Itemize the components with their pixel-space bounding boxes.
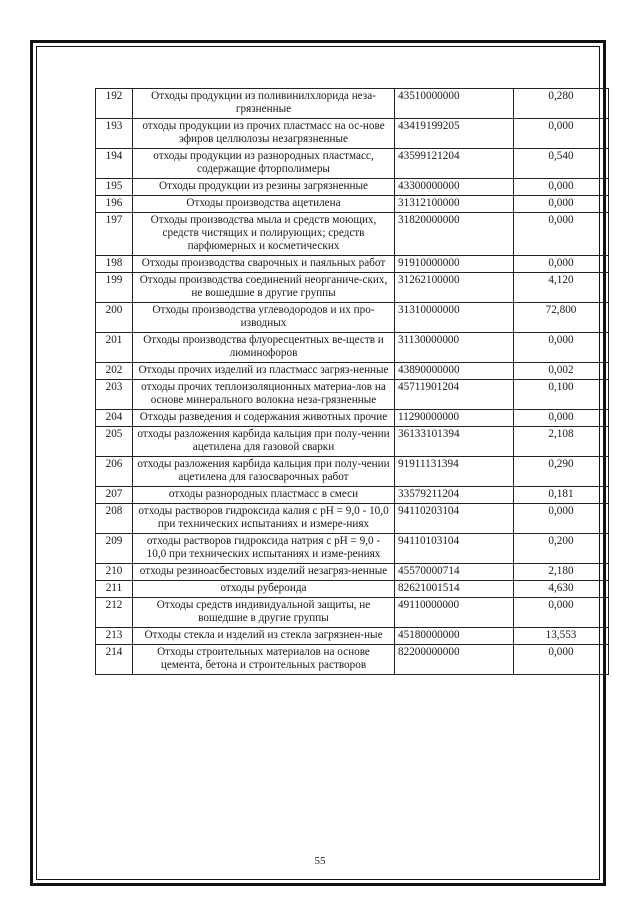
row-number-cell: 192 [96, 89, 133, 119]
table-row [96, 564, 609, 581]
waste-name-cell: Отходы строительных материалов на основе цемента, бетона и строительных растворов [133, 645, 395, 675]
waste-code-cell: 31310000000 [395, 303, 514, 333]
waste-table [95, 88, 609, 675]
waste-value-cell: 0,290 [514, 457, 609, 487]
waste-code-cell: 82621001514 [395, 581, 514, 598]
row-number-cell: 212 [96, 598, 133, 628]
table-row [96, 303, 609, 333]
row-number-cell: 204 [96, 410, 133, 427]
waste-value-cell: 0,000 [514, 119, 609, 149]
row-number-cell: 210 [96, 564, 133, 581]
waste-code-cell: 91911131394 [395, 457, 514, 487]
waste-code-cell: 43890000000 [395, 363, 514, 380]
waste-value-cell: 0,000 [514, 410, 609, 427]
table-row [96, 179, 609, 196]
waste-code-cell: 36133101394 [395, 427, 514, 457]
waste-value-cell: 0,000 [514, 179, 609, 196]
waste-value-cell: 2,108 [514, 427, 609, 457]
row-number-cell: 197 [96, 213, 133, 256]
waste-table-body [96, 89, 609, 675]
waste-code-cell: 45180000000 [395, 628, 514, 645]
row-number-cell: 213 [96, 628, 133, 645]
waste-code-cell: 43419199205 [395, 119, 514, 149]
waste-code-cell: 43300000000 [395, 179, 514, 196]
row-number-cell: 214 [96, 645, 133, 675]
waste-value-cell: 4,120 [514, 273, 609, 303]
page-number: 55 [314, 855, 326, 867]
waste-name-cell: Отходы производства ацетилена [133, 196, 395, 213]
table-row [96, 256, 609, 273]
table-row [96, 333, 609, 363]
waste-value-cell: 4,630 [514, 581, 609, 598]
row-number-cell: 194 [96, 149, 133, 179]
row-number-cell: 193 [96, 119, 133, 149]
table-row [96, 645, 609, 675]
waste-value-cell: 0,280 [514, 89, 609, 119]
waste-value-cell: 0,000 [514, 333, 609, 363]
waste-code-cell: 45711901204 [395, 380, 514, 410]
waste-code-cell: 33579211204 [395, 487, 514, 504]
table-row [96, 504, 609, 534]
waste-value-cell: 0,000 [514, 196, 609, 213]
waste-code-cell: 31262100000 [395, 273, 514, 303]
waste-name-cell: Отходы продукции из резины загрязненные [133, 179, 395, 196]
waste-name-cell: отходы резиноасбестовых изделий незагряз-ненные [133, 564, 395, 581]
row-number-cell: 209 [96, 534, 133, 564]
table-row [96, 363, 609, 380]
waste-value-cell: 0,200 [514, 534, 609, 564]
waste-value-cell: 72,800 [514, 303, 609, 333]
waste-name-cell: Отходы производства флуоресцентных ве-ществ и люминофоров [133, 333, 395, 363]
row-number-cell: 211 [96, 581, 133, 598]
table-row [96, 149, 609, 179]
waste-name-cell: отходы прочих теплоизоляционных материа-лов на основе минерального волокна неза-грязненные [133, 380, 395, 410]
table-row [96, 427, 609, 457]
table-row [96, 273, 609, 303]
row-number-cell: 196 [96, 196, 133, 213]
row-number-cell: 207 [96, 487, 133, 504]
waste-name-cell: Отходы стекла и изделий из стекла загрязнен-ные [133, 628, 395, 645]
table-row [96, 534, 609, 564]
waste-code-cell: 31312100000 [395, 196, 514, 213]
waste-name-cell: Отходы производства соединений неорганиче-ских, не вошедшие в другие группы [133, 273, 395, 303]
table-row [96, 196, 609, 213]
row-number-cell: 202 [96, 363, 133, 380]
row-number-cell: 199 [96, 273, 133, 303]
waste-name-cell: Отходы производства сварочных и паяльных работ [133, 256, 395, 273]
waste-code-cell: 43510000000 [395, 89, 514, 119]
waste-name-cell: Отходы средств индивидуальной защиты, не вошедшие в другие группы [133, 598, 395, 628]
waste-value-cell: 0,000 [514, 598, 609, 628]
waste-name-cell: Отходы продукции из поливинилхлорида неза-грязненные [133, 89, 395, 119]
waste-value-cell: 0,540 [514, 149, 609, 179]
row-number-cell: 195 [96, 179, 133, 196]
waste-value-cell: 0,000 [514, 213, 609, 256]
waste-code-cell: 43599121204 [395, 149, 514, 179]
waste-code-cell: 49110000000 [395, 598, 514, 628]
waste-code-cell: 94110103104 [395, 534, 514, 564]
waste-name-cell: отходы разнородных пластмасс в смеси [133, 487, 395, 504]
row-number-cell: 198 [96, 256, 133, 273]
waste-value-cell: 0,100 [514, 380, 609, 410]
row-number-cell: 208 [96, 504, 133, 534]
table-row [96, 581, 609, 598]
waste-name-cell: Отходы производства углеводородов и их про-изводных [133, 303, 395, 333]
table-row [96, 487, 609, 504]
waste-value-cell: 2,180 [514, 564, 609, 581]
row-number-cell: 200 [96, 303, 133, 333]
waste-name-cell: отходы разложения карбида кальция при полу-чении ацетилена для газосварочных работ [133, 457, 395, 487]
table-row [96, 598, 609, 628]
waste-code-cell: 11290000000 [395, 410, 514, 427]
waste-value-cell: 13,553 [514, 628, 609, 645]
row-number-cell: 203 [96, 380, 133, 410]
row-number-cell: 205 [96, 427, 133, 457]
waste-name-cell: отходы рубероида [133, 581, 395, 598]
table-row [96, 89, 609, 119]
table-row [96, 213, 609, 256]
waste-name-cell: отходы растворов гидроксида натрия с pH = 9,0 - 10,0 при технических испытаниях и изме-рениях [133, 534, 395, 564]
waste-value-cell: 0,002 [514, 363, 609, 380]
table-row [96, 457, 609, 487]
waste-code-cell: 94110203104 [395, 504, 514, 534]
waste-name-cell: отходы продукции из разнородных пластмасс, содержащие фторполимеры [133, 149, 395, 179]
waste-code-cell: 31130000000 [395, 333, 514, 363]
table-row [96, 380, 609, 410]
row-number-cell: 201 [96, 333, 133, 363]
waste-code-cell: 31820000000 [395, 213, 514, 256]
waste-code-cell: 82200000000 [395, 645, 514, 675]
waste-name-cell: Отходы прочих изделий из пластмасс загряз-ненные [133, 363, 395, 380]
table-row [96, 410, 609, 427]
waste-name-cell: Отходы производства мыла и средств моющих, средств чистящих и полирующих; средств парфюмерных и косметических [133, 213, 395, 256]
waste-code-cell: 45570000714 [395, 564, 514, 581]
waste-value-cell: 0,000 [514, 256, 609, 273]
waste-name-cell: Отходы разведения и содержания животных прочие [133, 410, 395, 427]
waste-value-cell: 0,000 [514, 645, 609, 675]
waste-name-cell: отходы растворов гидроксида калия с pH = 9,0 - 10,0 при технических испытаниях и измере-ниях [133, 504, 395, 534]
waste-name-cell: отходы разложения карбида кальция при полу-чении ацетилена для газовой сварки [133, 427, 395, 457]
table-row [96, 119, 609, 149]
row-number-cell: 206 [96, 457, 133, 487]
waste-code-cell: 91910000000 [395, 256, 514, 273]
waste-name-cell: отходы продукции из прочих пластмасс на ос-нове эфиров целлюлозы незагрязненные [133, 119, 395, 149]
waste-value-cell: 0,181 [514, 487, 609, 504]
table-row [96, 628, 609, 645]
waste-value-cell: 0,000 [514, 504, 609, 534]
